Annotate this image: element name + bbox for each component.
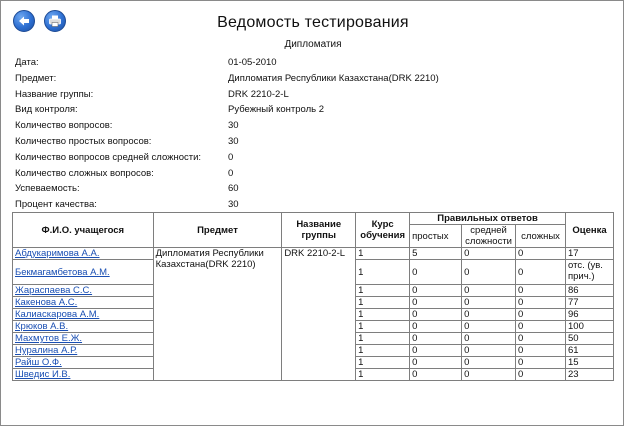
grade-cell: 100 bbox=[566, 321, 614, 333]
info-value: 30 bbox=[228, 135, 239, 147]
info-label: Процент качества: bbox=[15, 199, 97, 211]
medium-cell: 0 bbox=[462, 297, 516, 309]
info-row-group bbox=[15, 87, 439, 103]
student-link[interactable]: Бекмагамбетова А.М. bbox=[15, 266, 110, 278]
hard-cell: 0 bbox=[516, 357, 566, 369]
grade-cell: 50 bbox=[566, 333, 614, 345]
col-header-medium: средней сложности bbox=[462, 225, 516, 248]
info-label: Успеваемость: bbox=[15, 183, 80, 195]
simple-cell: 0 bbox=[410, 369, 462, 381]
simple-cell: 0 bbox=[410, 357, 462, 369]
medium-cell: 0 bbox=[462, 369, 516, 381]
course-cell: 1 bbox=[356, 309, 410, 321]
info-label: Количество простых вопросов: bbox=[15, 135, 152, 147]
grade-cell: 15 bbox=[566, 357, 614, 369]
info-row-hard-count bbox=[15, 166, 439, 182]
medium-cell: 0 bbox=[462, 260, 516, 285]
info-label: Дата: bbox=[15, 57, 39, 68]
info-label: Количество вопросов средней сложности: bbox=[15, 151, 202, 163]
page-subtitle: Дипломатия bbox=[284, 39, 342, 50]
info-row-date bbox=[15, 55, 439, 71]
course-cell: 1 bbox=[356, 297, 410, 309]
group-cell: DRK 2210-2-L bbox=[282, 248, 356, 381]
hard-cell: 0 bbox=[516, 369, 566, 381]
info-value: 30 bbox=[228, 120, 239, 132]
student-link[interactable]: Нуралина А.Р. bbox=[15, 345, 78, 356]
grade-cell: отс. (ув. прич.) bbox=[566, 260, 614, 285]
col-header-correct: Правильных ответов bbox=[410, 213, 566, 225]
student-name-cell bbox=[13, 321, 154, 333]
table-header-row bbox=[13, 213, 614, 225]
student-link[interactable]: Калиаскарова А.М. bbox=[15, 309, 100, 320]
student-name-cell bbox=[13, 260, 154, 285]
info-row-progress bbox=[15, 181, 439, 197]
student-link[interactable]: Райш О.Ф. bbox=[15, 357, 62, 368]
results-table bbox=[12, 212, 614, 381]
student-link[interactable]: Абдукаримова А.А. bbox=[15, 248, 100, 259]
course-cell: 1 bbox=[356, 260, 410, 285]
col-header-hard: сложных bbox=[516, 225, 566, 248]
course-cell: 1 bbox=[356, 321, 410, 333]
student-name-cell bbox=[13, 309, 154, 321]
info-label: Предмет: bbox=[15, 72, 57, 84]
student-name-cell bbox=[13, 369, 154, 381]
medium-cell: 0 bbox=[462, 309, 516, 321]
course-cell: 1 bbox=[356, 333, 410, 345]
grade-cell: 77 bbox=[566, 297, 614, 309]
student-name-cell bbox=[13, 357, 154, 369]
grade-cell: 23 bbox=[566, 369, 614, 381]
student-link[interactable]: Крюков А.В. bbox=[15, 321, 69, 332]
hard-cell: 0 bbox=[516, 260, 566, 285]
simple-cell: 0 bbox=[410, 260, 462, 285]
info-value: 0 bbox=[228, 151, 234, 163]
info-value: Дипломатия Республики Казахстана(DRK 2210) bbox=[228, 72, 439, 84]
info-value: 01-05-2010 bbox=[228, 57, 277, 68]
medium-cell: 0 bbox=[462, 321, 516, 333]
subject-cell: Дипломатия Республики Казахстана(DRK 2210) bbox=[153, 248, 282, 381]
info-label: Название группы: bbox=[15, 88, 94, 100]
simple-cell: 0 bbox=[410, 297, 462, 309]
student-name-cell bbox=[13, 345, 154, 357]
course-cell: 1 bbox=[356, 369, 410, 381]
medium-cell: 0 bbox=[462, 333, 516, 345]
info-value: DRK 2210-2-L bbox=[228, 88, 289, 100]
student-link[interactable]: Какенова А.С. bbox=[15, 297, 78, 308]
hard-cell: 0 bbox=[516, 345, 566, 357]
student-link[interactable]: Махмутов Е.Ж. bbox=[15, 333, 83, 344]
col-header-subject: Предмет bbox=[153, 213, 282, 248]
simple-cell: 0 bbox=[410, 285, 462, 297]
col-header-grade: Оценка bbox=[566, 213, 614, 248]
student-link[interactable]: Жараспаева С.С. bbox=[15, 285, 93, 296]
info-label: Вид контроля: bbox=[15, 104, 78, 116]
course-cell: 1 bbox=[356, 248, 410, 260]
grade-cell: 61 bbox=[566, 345, 614, 357]
hard-cell: 0 bbox=[516, 297, 566, 309]
hard-cell: 0 bbox=[516, 285, 566, 297]
student-name-cell bbox=[13, 248, 154, 260]
grade-cell: 86 bbox=[566, 285, 614, 297]
hard-cell: 0 bbox=[516, 248, 566, 260]
hard-cell: 0 bbox=[516, 309, 566, 321]
col-header-simple: простых bbox=[410, 225, 462, 248]
simple-cell: 0 bbox=[410, 333, 462, 345]
info-row-question-count bbox=[15, 118, 439, 134]
info-value: 60 bbox=[228, 183, 239, 195]
grade-cell: 17 bbox=[566, 248, 614, 260]
info-value: 0 bbox=[228, 167, 234, 179]
info-row-subject bbox=[15, 71, 439, 87]
info-value: Рубежный контроль 2 bbox=[228, 104, 324, 116]
report-info bbox=[15, 55, 439, 213]
info-row-quality bbox=[15, 197, 439, 213]
student-link[interactable]: Шведис И.В. bbox=[15, 369, 71, 380]
course-cell: 1 bbox=[356, 357, 410, 369]
student-name-cell bbox=[13, 297, 154, 309]
simple-cell: 5 bbox=[410, 248, 462, 260]
hard-cell: 0 bbox=[516, 321, 566, 333]
student-name-cell bbox=[13, 333, 154, 345]
medium-cell: 0 bbox=[462, 357, 516, 369]
medium-cell: 0 bbox=[462, 248, 516, 260]
col-header-course: Курс обучения bbox=[356, 213, 410, 248]
info-value: 30 bbox=[228, 199, 239, 211]
page-title: Ведомость тестирования bbox=[217, 14, 409, 31]
hard-cell: 0 bbox=[516, 333, 566, 345]
course-cell: 1 bbox=[356, 345, 410, 357]
course-cell: 1 bbox=[356, 285, 410, 297]
medium-cell: 0 bbox=[462, 285, 516, 297]
grade-cell: 96 bbox=[566, 309, 614, 321]
simple-cell: 0 bbox=[410, 345, 462, 357]
col-header-name: Ф.И.О. учащегося bbox=[13, 213, 154, 248]
col-header-group: Название группы bbox=[282, 213, 356, 248]
info-row-simple-count bbox=[15, 134, 439, 150]
info-label: Количество вопросов: bbox=[15, 120, 113, 132]
simple-cell: 0 bbox=[410, 321, 462, 333]
info-row-medium-count bbox=[15, 150, 439, 166]
simple-cell: 0 bbox=[410, 309, 462, 321]
student-name-cell bbox=[13, 285, 154, 297]
medium-cell: 0 bbox=[462, 345, 516, 357]
info-label: Количество сложных вопросов: bbox=[15, 167, 154, 179]
table-row bbox=[13, 248, 614, 260]
info-row-control-type bbox=[15, 102, 439, 118]
